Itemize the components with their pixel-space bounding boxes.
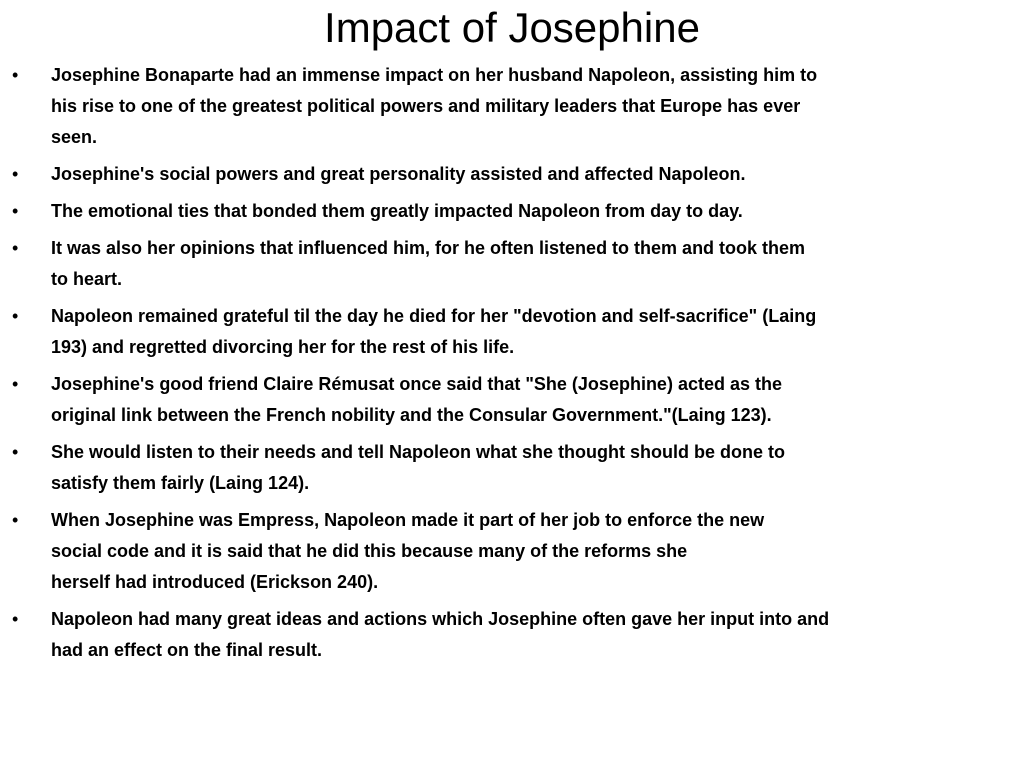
bullet-dot-icon: •: [12, 164, 19, 184]
bullet-dot-icon: •: [12, 65, 19, 85]
bullet-text: Josephine's social powers and great personality assisted and affected Napoleon.: [51, 164, 746, 184]
bullet-item: [10, 60, 1016, 153]
bullet-text: Josephine Bonaparte had an immense impact on her husband Napoleon, assisting him to his rise to one of the greatest political powers and military leaders that Europe has ever seen.: [51, 65, 818, 147]
bullet-text: When Josephine was Empress, Napoleon made it part of her job to enforce the new social code and it is said that he did this because many of the reforms she herself had introduced (Erickson 240).: [51, 510, 765, 592]
bullet-text: It was also her opinions that influenced him, for he often listened to them and took them to heart.: [51, 238, 806, 289]
bullet-list: [10, 60, 1016, 672]
bullet-text: Josephine's good friend Claire Rémusat once said that "She (Josephine) acted as the original link between the French nobility and the Consular Government."(Laing 123).: [51, 374, 782, 425]
bullet-item: [10, 437, 1016, 499]
bullet-dot-icon: •: [12, 238, 19, 258]
bullet-item: [10, 233, 1016, 295]
bullet-dot-icon: •: [12, 201, 19, 221]
bullet-item: [10, 604, 1016, 666]
bullet-item: [10, 369, 1016, 431]
bullet-text: The emotional ties that bonded them greatly impacted Napoleon from day to day.: [51, 201, 743, 221]
bullet-text: She would listen to their needs and tell Napoleon what she thought should be done to satisfy them fairly (Laing 124).: [51, 442, 786, 493]
bullet-item: [10, 505, 1016, 598]
slide-title: Impact of Josephine: [324, 4, 700, 51]
bullet-dot-icon: •: [12, 442, 19, 462]
bullet-text: Napoleon remained grateful til the day he died for her "devotion and self-sacrifice" (Laing 193) and regretted divorcing her for the rest of his life.: [51, 306, 817, 357]
bullet-dot-icon: •: [12, 306, 19, 326]
bullet-dot-icon: •: [12, 510, 19, 530]
bullet-item: [10, 159, 1016, 190]
bullet-dot-icon: •: [12, 609, 19, 629]
bullet-text: Napoleon had many great ideas and actions which Josephine often gave her input into and had an effect on the final result.: [51, 609, 830, 660]
bullet-item: [10, 301, 1016, 363]
bullet-item: [10, 196, 1016, 227]
bullet-dot-icon: •: [12, 374, 19, 394]
